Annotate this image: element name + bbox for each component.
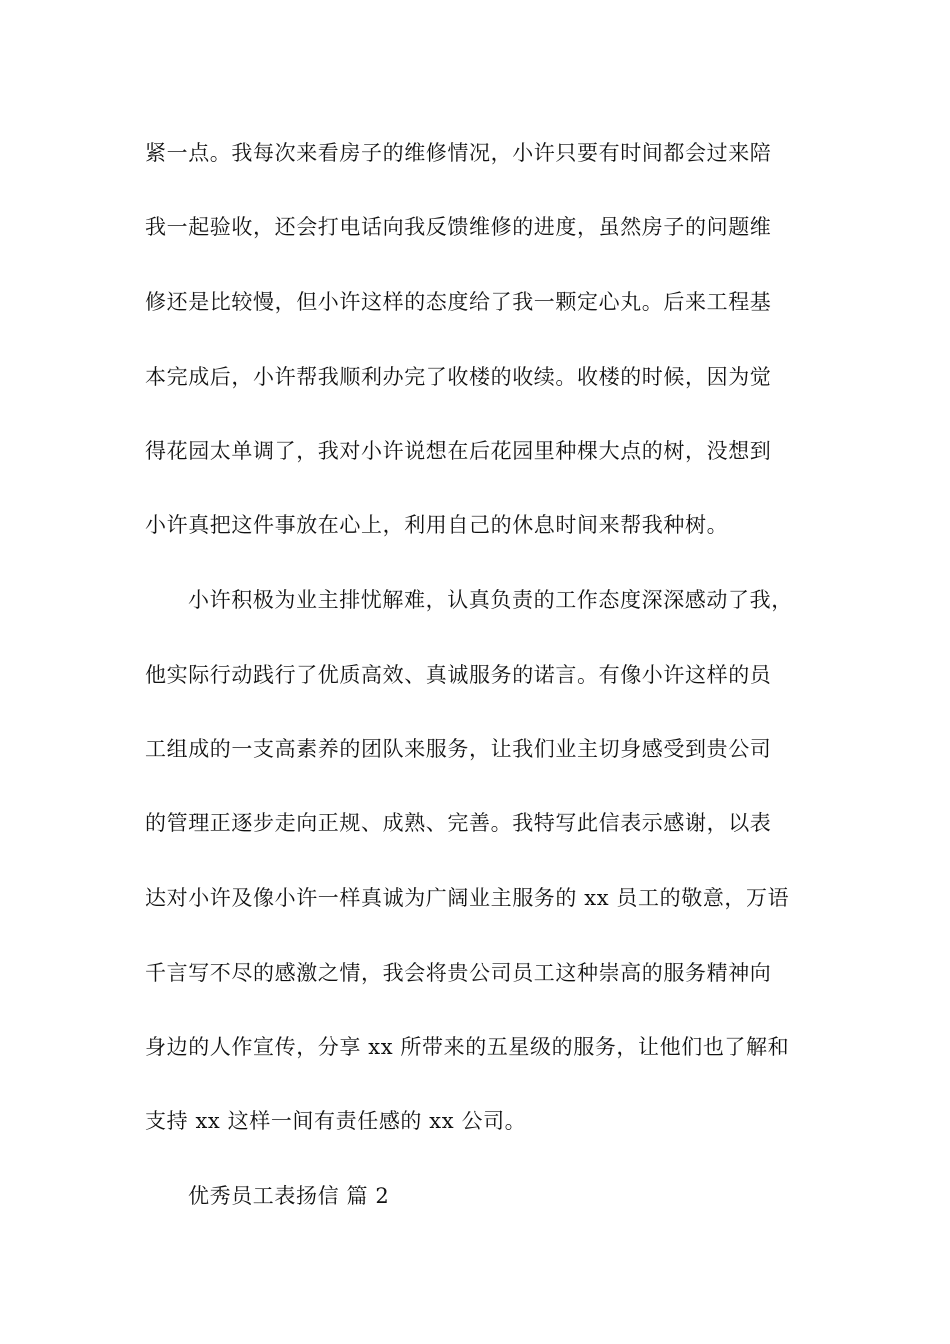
paragraph-line: 我一起验收，还会打电话向我反馈维修的进度，虽然房子的问题维 (145, 215, 772, 239)
paragraph-line: 身边的人作宣传，分享 xx 所带来的五星级的服务，让他们也了解和 (145, 1035, 790, 1059)
paragraph-line: 他实际行动践行了优质高效、真诚服务的诺言。有像小许这样的员 (145, 663, 772, 687)
paragraph-line: 得花园太单调了，我对小许说想在后花园里种棵大点的树，没想到 (145, 439, 772, 463)
paragraph-line: 小许真把这件事放在心上，利用自己的休息时间来帮我种树。 (145, 513, 729, 537)
paragraph-line: 修还是比较慢，但小许这样的态度给了我一颗定心丸。后来工程基 (145, 290, 772, 314)
paragraph-line: 工组成的一支高素养的团队来服务，让我们业主切身感受到贵公司 (145, 737, 772, 761)
paragraph-line: 小许积极为业主排忧解难，认真负责的工作态度深深感动了我， (188, 588, 793, 612)
paragraph-line: 紧一点。我每次来看房子的维修情况，小许只要有时间都会过来陪 (145, 141, 772, 165)
paragraph-line: 本完成后，小许帮我顺利办完了收楼的收续。收楼的时候，因为觉 (145, 365, 772, 389)
section-heading: 优秀员工表扬信 篇 2 (188, 1184, 390, 1208)
paragraph-line: 支持 xx 这样一间有责任感的 xx 公司。 (145, 1109, 527, 1133)
paragraph-line: 达对小许及像小许一样真诚为广阔业主服务的 xx 员工的敬意，万语 (145, 886, 790, 910)
paragraph-line: 的管理正逐步走向正规、成熟、完善。我特写此信表示感谢，以表 (145, 811, 772, 835)
paragraph-line: 千言写不尽的感激之情，我会将贵公司员工这种崇高的服务精神向 (145, 961, 772, 985)
